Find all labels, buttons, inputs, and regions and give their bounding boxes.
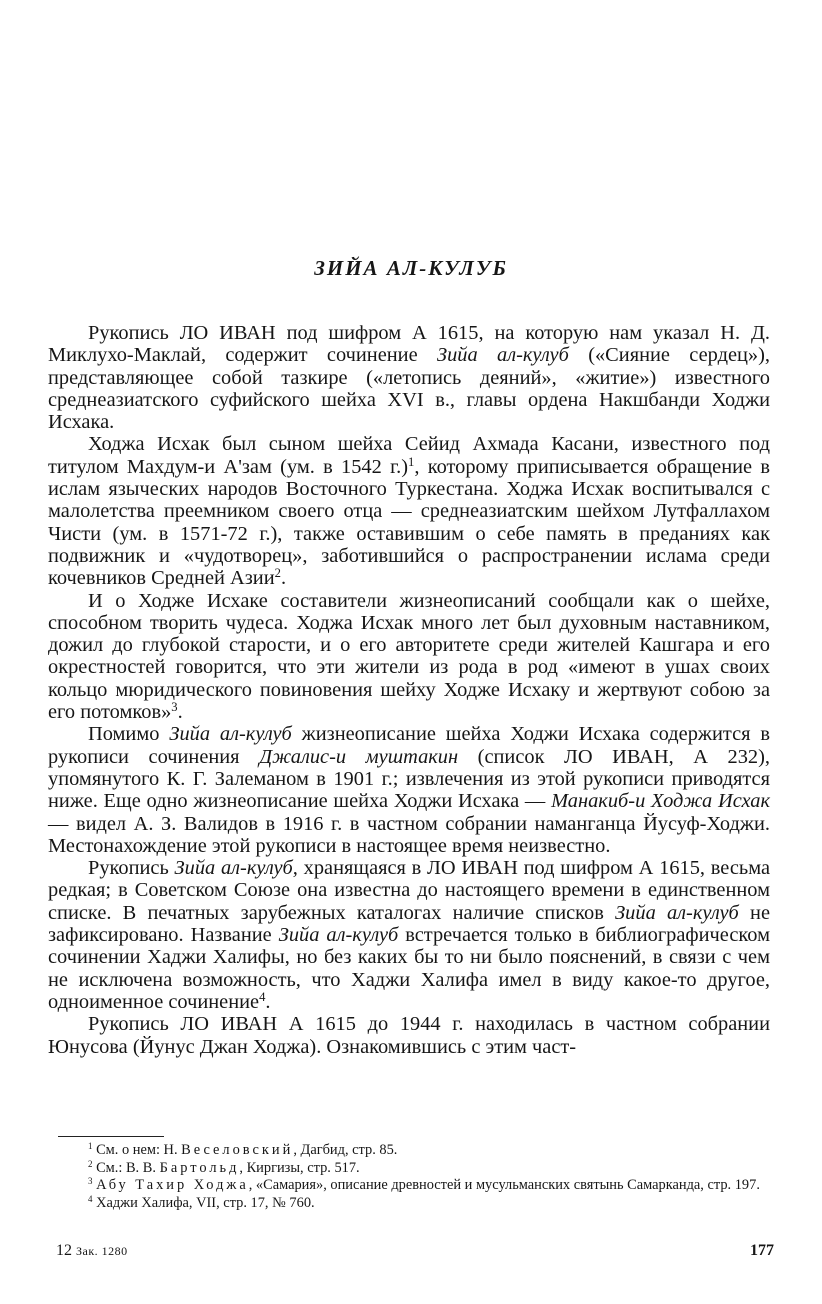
main-text [48, 322, 770, 1058]
text-span: См.: В. В. [96, 1159, 160, 1176]
text-span: См. о нем: Н. [96, 1142, 182, 1158]
italic-title: Манакиб-и Ходжа Исхак [551, 790, 771, 813]
order-number: Зак. 1280 [76, 1244, 128, 1258]
footnote-mark: 1 [88, 1141, 93, 1152]
footnote-1 [48, 1142, 770, 1160]
paragraph-6 [48, 1013, 770, 1058]
text-span: («Сияние сердец»), представляющее собой тазкире («летопись деяний», «житие») известного среднеазиатского суфийского шейха XVI в., главы ордена Накшбанди Ходжи Исхака. [48, 344, 770, 434]
italic-title: Зийа ал-кулуб [278, 924, 399, 947]
text-span: (список ЛО ИВАН, А 232), упомянутого К. Г. Залеманом в 1901 г.; извлечения из этой рукописи приводятся ниже. Еще одно жизнеописание шейха Ходжи Исхака — [48, 745, 770, 813]
footnote-4 [48, 1195, 770, 1213]
text-span: встречается только в библиографическом сочинении Хаджи Халифы, но без каких бы то ни было пояснений, в связи с чем не исключена возможность, что Хаджи Халифа имел в виду какое-то другое, одноименное сочинение [48, 924, 770, 1013]
text-span: . [280, 567, 287, 590]
text-span: , «Самария», описание древностей и мусульманских святынь Самарканда, стр. 197. [248, 1177, 760, 1194]
page-number: 177 [750, 1242, 774, 1259]
italic-title: Зийа ал-кулуб, [174, 857, 298, 880]
signature-mark [56, 1242, 128, 1260]
footnote-mark: 3 [88, 1176, 93, 1187]
italic-title: Джалис-и муштакин [259, 745, 459, 768]
text-span: , Киргизы, стр. 517. [239, 1159, 360, 1176]
text-span: хранящаяся в ЛО ИВАН под шифром А 1615, весьма редкая; в Советском Союзе она известна до настоящего времени в единственном списке. В печатных зарубежных каталогах наличие списков [48, 857, 771, 924]
signature-number: 12 [56, 1242, 72, 1259]
italic-title: Зийа ал-кулуб [615, 901, 739, 924]
text-span: Рукопись [88, 857, 175, 880]
text-span: . [177, 701, 183, 724]
footnotes [48, 1142, 770, 1212]
footnote-ref: 2 [274, 566, 281, 581]
paragraph-5 [48, 857, 770, 1013]
italic-title: Зийа ал-кулуб [436, 344, 569, 367]
footnote-mark: 2 [88, 1158, 93, 1169]
footnote-ref: 1 [408, 454, 415, 469]
text-span: Рукопись ЛО ИВАН под шифром А 1615, на которую нам указал Н. Д. Миклухо-Маклай, содержит сочинение [48, 322, 770, 367]
text-span: не зафиксировано. Название [48, 901, 771, 947]
text-span: . [265, 990, 271, 1013]
author-name: Абу Тахир Ходжа [96, 1177, 249, 1194]
footnote-ref: 4 [259, 989, 266, 1004]
author-name: Веселовский [181, 1142, 294, 1158]
text-span: , Дагбид, стр. 85. [293, 1142, 398, 1158]
paragraph-2 [48, 433, 770, 589]
page-title: ЗИЙА АЛ-КУЛУБ [314, 256, 508, 280]
text-span: жизнеописание шейха Ходжи Исхака содержится в рукописи сочинения [48, 723, 771, 768]
text-span: Помимо [88, 723, 170, 746]
footnote-ref: 3 [171, 700, 178, 715]
footnote-3 [48, 1177, 770, 1195]
text-span: Хаджи Халифа, VII, стр. 17, № 760. [96, 1194, 315, 1211]
footnote-divider [58, 1136, 164, 1137]
paragraph-4 [48, 723, 770, 857]
italic-title: Зийа ал-кулуб [169, 723, 292, 746]
paragraph-3 [48, 590, 770, 724]
paragraph-1 [48, 322, 770, 433]
footnote-2 [48, 1160, 770, 1178]
footnote-mark: 4 [88, 1193, 93, 1204]
text-span: , которому приписывается обращение в ислам языческих народов Восточного Туркестана. Ходжа Исхак воспитывался с малолетства преемником своего отца — среднеазиатским шейхом Лутфаллахом Чисти (ум. в 1571-72 г.), также оставившим о себе память в преданиях как подвижник и «чудотворец», заботившийся о распространении ислама среди кочевников Средней Азии [48, 455, 770, 590]
text-span: Рукопись ЛО ИВАН А 1615 до 1944 г. находилась в частном собрании Юнусова (Йунус Джан Ходжа). Ознакомившись с этим част- [48, 1013, 770, 1058]
text-span: И о Ходже Исхаке составители жизнеописаний сообщали как о шейхе, способном творить чудеса. Ходжа Исхак много лет был духовным наставником, дожил до глубокой старости, и о его авторитете среди жителей Кашгара и его окрестностей говорится, что эти жители из рода в род «имеют в ушах своих кольцо мюридического повиновения шейху Ходже Исхаку и жертвуют собою за его потомков» [48, 589, 770, 724]
author-name: Бартольд [159, 1159, 240, 1176]
text-span: Ходжа Исхак был сыном шейха Сейид Ахмада Касани, известного под титулом Махдум-и А'зам (ум. в 1542 г.) [48, 433, 770, 478]
text-span: — видел А. З. Валидов в 1916 г. в частном собрании наманганца Йусуф-Ходжи. Местонахождение этой рукописи в настоящее время неизвестно. [48, 812, 770, 857]
